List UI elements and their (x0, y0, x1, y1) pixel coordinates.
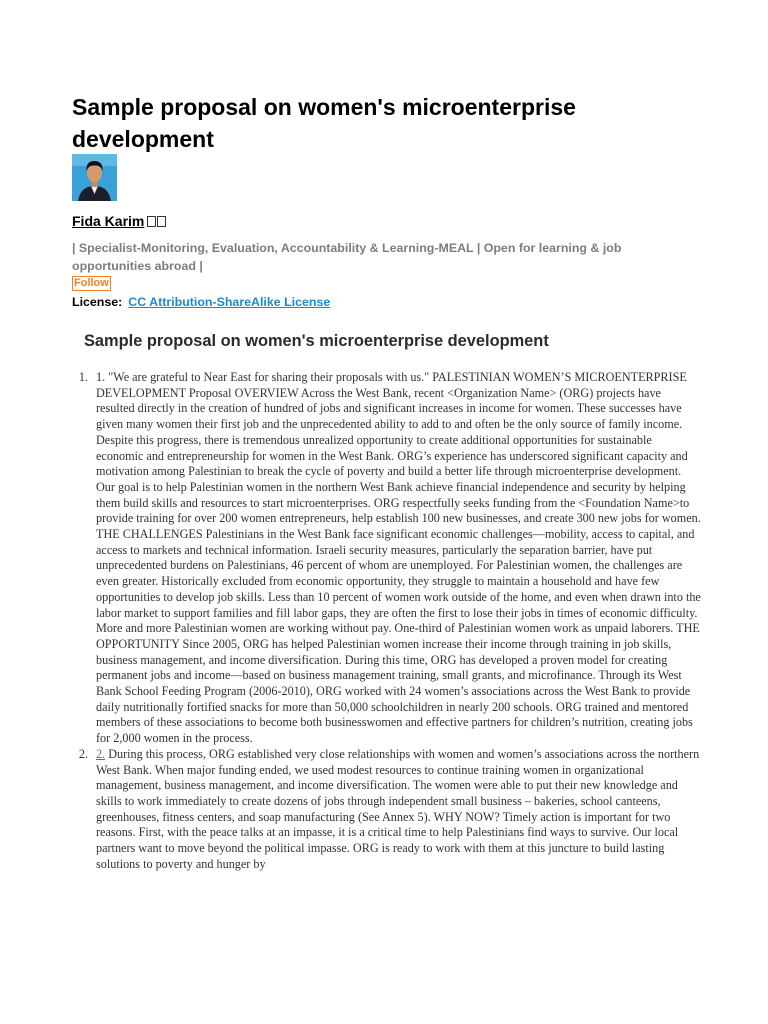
document-subtitle: Sample proposal on women's microenterprise development (84, 332, 549, 350)
page-anchor-link[interactable]: 2. (96, 746, 106, 761)
author-bio: | Specialist-Monitoring, Evaluation, Accountability & Learning-MEAL | Open for learning & job opportunities abroad | (72, 241, 622, 273)
license-link[interactable]: CC Attribution-ShareAlike License (128, 295, 331, 309)
author-avatar[interactable] (72, 154, 117, 201)
list-item-number: 2. (78, 746, 88, 761)
list-item (78, 746, 702, 873)
list-item-text: During this process, ORG established very close relationships with women and women’s associations across the northern West Bank. When major funding ended, we used modest resources to continue training women in organizational management, business management, and income diversification. The women were able to put their new knowledge and skills to work immediately to create dozens of jobs through independent small business – bakeries, school canteens, greenhouses, fitness centers, and soap manufacturing (See Annex 5). WHY NOW? Timely action is important for two reasons. First, with the peace talks at an impasse, it is a critical time to help Palestinians find ways to survive. Our local partners want to move beyond the political impasse. ORG is ready to work with them at this juncture to build lasting solutions to poverty and hunger by (96, 746, 700, 871)
author-name-link[interactable] (72, 213, 166, 229)
license-row (72, 293, 330, 311)
license-label: License: (72, 295, 123, 309)
page-title: Sample proposal on women's microenterprise development (72, 94, 576, 152)
follow-button[interactable]: Follow (74, 277, 109, 289)
list-item-text: "We are grateful to Near East for sharing their proposals with us." PALESTINIAN WOMEN’S MICROENTERPRISE DEVELOPMENT Proposal OVERVIEW Across the West Bank, recent <Organization Name> (ORG) projects have resulted directly in the creation of hundred of jobs and significant increases in income for women. These successes have given many women their first job and the unprecedented ability to add to and often be the only source of family income. Despite this progress, there is tremendous unrealized opportunity to create additional opportunities for sustainable economic and entrepreneurship for women in the West Bank. ORG’s experience has underscored significant capacity and motivation among Palestinian to break the cycle of poverty and build a better life through microenterprise development. Our goal is to help Palestinian women in the northern West Bank achieve financial independence and security by helping them build skills and resources to start microenterprises. ORG respectfully seeks funding from the <Foundation Name>to provide training for over 200 women entrepreneurs, help establish 100 new businesses, and create 300 new jobs for women. THE CHALLENGES Palestinians in the West Bank face significant economic challenges—mobility, access to capital, and access to markets and technical information. Israeli security measures, particularly the separation barrier, have put unprecedented burdens on Palestinians, 46 percent of whom are unemployed. For Palestinian women, the challenges are even greater. Historically excluded from economic opportunity, they struggle to maintain a household and have few opportunities to develop job skills. Less than 10 percent of women work outside of the home, and even when drawn into the labor market to support families and fill labor gaps, they are often the first to lose their jobs in times of economic difficulty. More and more Palestinian women are working without pay. One-third of Palestinian women work as unpaid laborers. THE OPPORTUNITY Since 2005, ORG has helped Palestinian women increase their income through training in job skills, business management, and income diversification. During this time, ORG has developed a proven model for creating permanent jobs and income—based on business management training, small grants, and microfinance. Through its West Bank School Feeding Program (2006-2010), ORG worked with 24 women’s associations across the West Bank to provide daily nutritionally fortified snacks for more than 50,000 schoolchildren in nearly 200 schools. ORG trained and mentored members of these associations to become both businesswomen and effective partners for children’s nutrition, creating jobs for 2,000 women in the process. (96, 370, 701, 746)
avatar-photo (72, 154, 117, 201)
badge-icon (157, 216, 166, 227)
document-body (78, 370, 702, 873)
list-item-number: 1. (78, 370, 88, 384)
verified-badge-icon (147, 216, 156, 227)
author-name: Fida Karim (72, 213, 145, 229)
list-item (78, 370, 702, 747)
list-item-lead: 1. (96, 370, 106, 384)
